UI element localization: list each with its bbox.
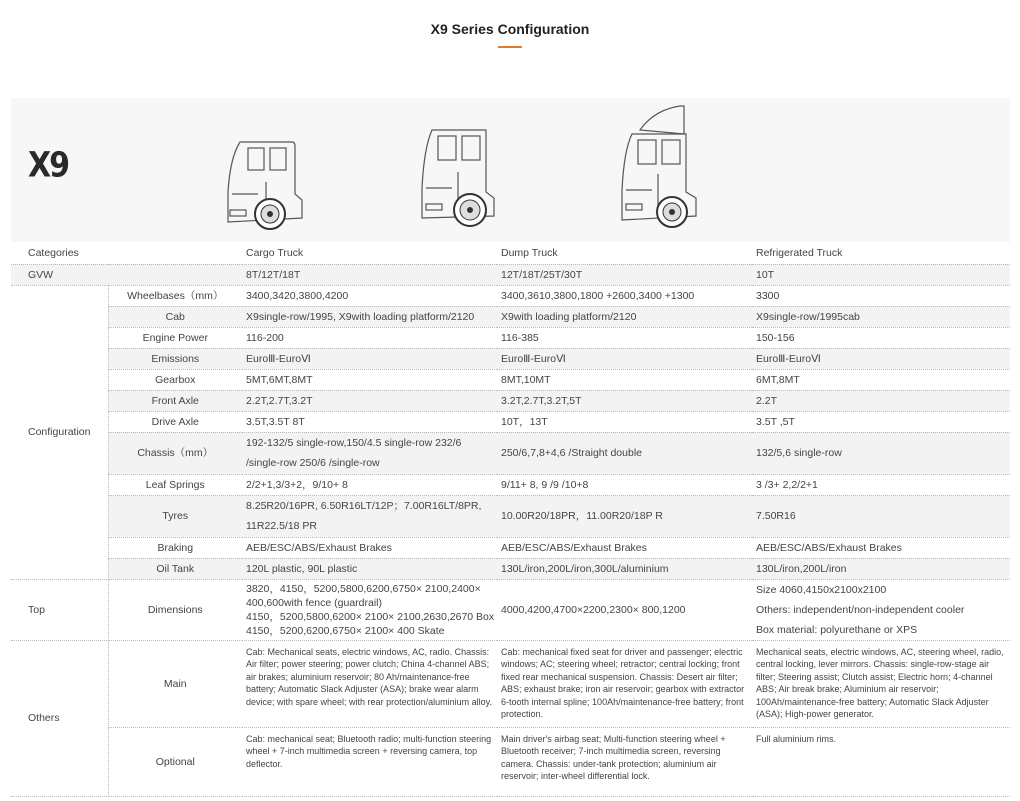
spec-value-line: 4150，5200,5800,6200× 2100× 2100,2630,2670 Box <box>246 610 495 623</box>
spec-value: 10T，13T <box>497 411 752 432</box>
spec-value: AEB/ESC/ABS/Exhaust Brakes <box>242 537 497 558</box>
spec-value: 2.2T <box>752 390 1010 411</box>
model-logo: X9 <box>28 145 69 186</box>
spec-value: 8MT,10MT <box>497 369 752 390</box>
spec-value: 10.00R20/18PR，11.00R20/18P R <box>497 495 752 537</box>
spec-value: AEB/ESC/ABS/Exhaust Brakes <box>497 537 752 558</box>
table-row <box>11 558 1010 579</box>
spec-value: 2/2+1,3/3+2，9/10+ 8 <box>242 474 497 495</box>
spec-value-line: 192-132/5 single-row,150/4.5 single-row 232/6 <box>246 437 462 449</box>
spec-value-line: 4150，5200,6200,6750× 2100× 400 Skate <box>246 624 445 637</box>
spec-value: 3400,3420,3800,4200 <box>242 285 497 306</box>
spec-label: Optional <box>108 727 242 796</box>
spec-value: 4000,4200,4700×2200,2300× 800,1200 <box>497 579 752 640</box>
spec-table <box>11 242 1010 797</box>
gvw-label: GVW <box>11 264 242 285</box>
table-row <box>11 411 1010 432</box>
spec-value-line: 3820，4150，5200,5800,6200,6750× 2100,2400× <box>246 582 481 595</box>
table-row-dimensions <box>11 579 1010 640</box>
dump-truck-image <box>414 128 500 230</box>
spec-value-line: /single-row 250/6 /single-row <box>246 457 380 469</box>
spec-value: 6MT,8MT <box>752 369 1010 390</box>
spec-label: Main <box>108 640 242 727</box>
spec-value: EuroⅢ-EuroⅥ <box>752 348 1010 369</box>
spec-value: 116-200 <box>242 327 497 348</box>
spec-label: Drive Axle <box>108 411 242 432</box>
col-cargo-truck: Cargo Truck <box>242 242 497 264</box>
table-row-gvw <box>11 264 1010 285</box>
spec-value: EuroⅢ-EuroⅥ <box>242 348 497 369</box>
table-row <box>11 495 1010 537</box>
table-row <box>11 327 1010 348</box>
table-row-main <box>11 640 1010 727</box>
col-dump-truck: Dump Truck <box>497 242 752 264</box>
spec-value: 3.2T,2.7T,3.2T,5T <box>497 390 752 411</box>
title-underline <box>498 46 522 48</box>
gvw-reefer: 10T <box>752 264 1010 285</box>
spec-value: EuroⅢ-EuroⅥ <box>497 348 752 369</box>
spec-value: 7.50R16 <box>752 495 1010 537</box>
spec-label: Cab <box>108 306 242 327</box>
spec-label: Dimensions <box>108 579 242 640</box>
spec-value-line: Others: independent/non-independent cooler <box>756 603 965 616</box>
spec-label: Chassis（mm） <box>108 432 242 474</box>
spec-label: Gearbox <box>108 369 242 390</box>
table-row <box>11 390 1010 411</box>
spec-value: Cab: Mechanical seats, electric windows, AC, radio. Chassis: Air filter; power steering; power clutch; China 4-channel ABS; air brakes; aluminium reservoir; 80 Ah/maintenance-free battery; Automatic Slack Adjuster (ASA); brake wear alarm device; with spare wheel; with rear protection/aluminium alloy. <box>242 640 497 727</box>
spec-value: Main driver's airbag seat; Multi-function steering wheel + Bluetooth receiver; 7-inch multimedia screen, reversing camera. Chassis: under-tank protection; aluminium air reservoir; inter-wheel differential lock. <box>497 727 752 796</box>
spec-value: Full aluminium rims. <box>752 727 1010 796</box>
refrigerated-truck-image <box>614 104 704 232</box>
spec-value: X9single-row/1995cab <box>752 306 1010 327</box>
spec-value: 130L/iron,200L/iron <box>752 558 1010 579</box>
table-row <box>11 306 1010 327</box>
spec-value: 250/6,7,8+4,6 /Straight double <box>497 432 752 474</box>
spec-value <box>242 495 497 537</box>
spec-label: Engine Power <box>108 327 242 348</box>
spec-value: Mechanical seats, electric windows, AC, steering wheel, radio, central locking, lever mirrors. Chassis: single-row-stage air filter; Steering assist; Clutch assist; Electric horn; 4-channel ABS; Air break brake; Aluminium air reservoir; 100Ah/maintenance-free battery; Automatic Slack Adjuster (ASA); High-power generator. <box>752 640 1010 727</box>
spec-value: X9with loading platform/2120 <box>497 306 752 327</box>
col-refrigerated-truck: Refrigerated Truck <box>752 242 1010 264</box>
spec-value: 116-385 <box>497 327 752 348</box>
spec-label: Oil Tank <box>108 558 242 579</box>
spec-value: 3300 <box>752 285 1010 306</box>
spec-value: Cab: mechanical seat; Bluetooth radio; multi-function steering wheel + 7-inch multimedia screen + reversing camera, top deflector. <box>242 727 497 796</box>
spec-value-line: Box material: polyurethane or XPS <box>756 623 918 636</box>
spec-label: Emissions <box>108 348 242 369</box>
spec-value: 2.2T,2.7T,3.2T <box>242 390 497 411</box>
page-title: X9 Series Configuration <box>430 21 590 37</box>
spec-label: Front Axle <box>108 390 242 411</box>
header-row <box>11 242 1010 264</box>
spec-value-line: Size 4060,4150x2100x2100 <box>756 583 887 596</box>
table-row-optional <box>11 727 1010 796</box>
group-configuration: Configuration <box>11 285 108 579</box>
table-row <box>11 537 1010 558</box>
table-row <box>11 369 1010 390</box>
group-top: Top <box>11 579 108 640</box>
spec-value <box>242 432 497 474</box>
spec-label: Braking <box>108 537 242 558</box>
table-row <box>11 285 1010 306</box>
spec-value: 120L plastic, 90L plastic <box>242 558 497 579</box>
cargo-truck-image <box>218 136 304 234</box>
spec-value: 3.5T,3.5T 8T <box>242 411 497 432</box>
gvw-cargo: 8T/12T/18T <box>242 264 497 285</box>
spec-value: 3 /3+ 2,2/2+1 <box>752 474 1010 495</box>
spec-value <box>752 579 1010 640</box>
group-others: Others <box>11 640 108 796</box>
table-row <box>11 432 1010 474</box>
spec-value-line: 8.25R20/16PR, 6.50R16LT/12P；7.00R16LT/8PR, <box>246 500 482 512</box>
spec-label: Leaf Springs <box>108 474 242 495</box>
spec-value-line: 400,600with fence (guardrail) <box>246 596 382 609</box>
spec-value: 3.5T ,5T <box>752 411 1010 432</box>
spec-value: 132/5,6 single-row <box>752 432 1010 474</box>
spec-value: X9single-row/1995, X9with loading platform/2120 <box>242 306 497 327</box>
spec-value: 3400,3610,3800,1800 +2600,3400 +1300 <box>497 285 752 306</box>
table-row <box>11 348 1010 369</box>
spec-value: 130L/iron,200L/iron,300L/aluminium <box>497 558 752 579</box>
spec-value: Cab: mechanical fixed seat for driver and passenger; electric windows; AC; steering wheel; retractor; central locking; front fixed rear mechanical suspension. Chassis: Desert air filter; ABS; exhaust brake; iron air reservoir; gearbox with extractor 6-tooth internal spline; 100Ah/maintenance-free battery; front protection. <box>497 640 752 727</box>
spec-label: Tyres <box>108 495 242 537</box>
spec-label: Wheelbases（mm） <box>108 285 242 306</box>
table-row <box>11 474 1010 495</box>
spec-value: 5MT,6MT,8MT <box>242 369 497 390</box>
gvw-dump: 12T/18T/25T/30T <box>497 264 752 285</box>
categories-label: Categories <box>11 242 242 264</box>
spec-value <box>242 579 497 640</box>
spec-value: AEB/ESC/ABS/Exhaust Brakes <box>752 537 1010 558</box>
spec-value: 150-156 <box>752 327 1010 348</box>
spec-value-line: 11R22.5/18 PR <box>246 520 318 532</box>
truck-image-panel <box>11 98 1010 242</box>
spec-value: 9/11+ 8, 9 /9 /10+8 <box>497 474 752 495</box>
